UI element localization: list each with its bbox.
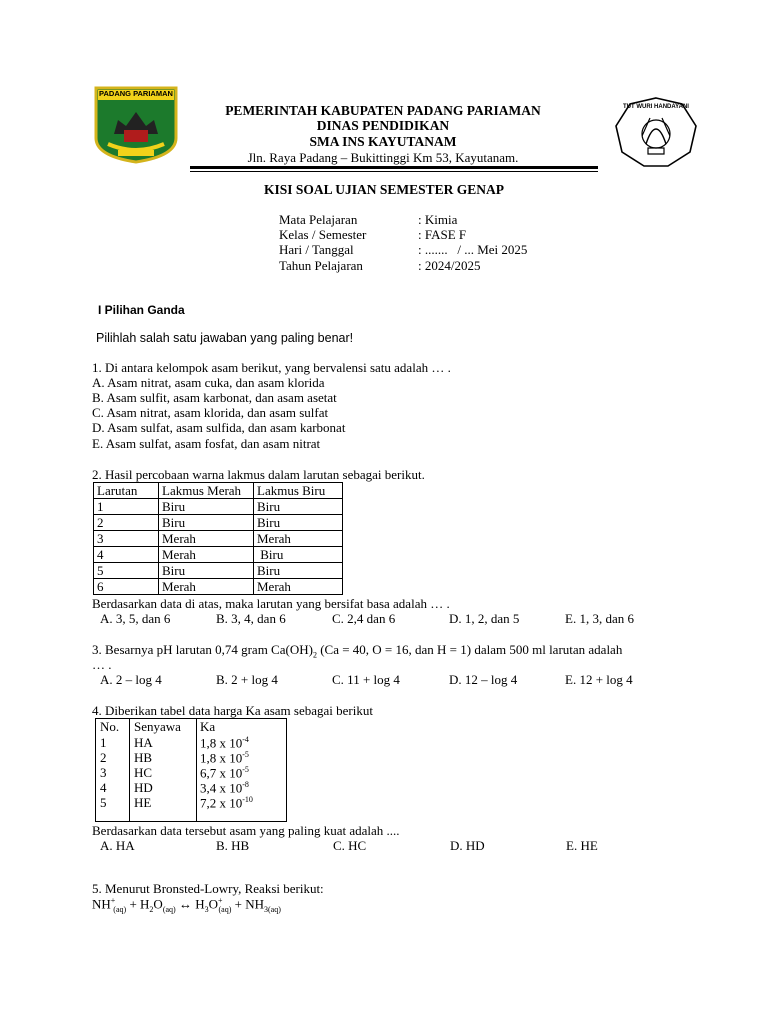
q3-option-b: B. 2 + log 4: [216, 672, 278, 687]
q4-row-name: HA: [134, 735, 153, 750]
eq-charge: +: [217, 896, 223, 905]
tut-wuri-handayani-logo: [612, 96, 700, 168]
q4-ka-exp: -4: [242, 735, 249, 744]
table-cell: Biru: [254, 499, 343, 515]
q4-row-no: 5: [100, 795, 107, 810]
header-line-2: DINAS PENDIDIKAN: [316, 118, 450, 133]
eq-o: O: [153, 896, 163, 912]
q2-text: 2. Hasil percobaan warna lakmus dalam larutan sebagai berikut.: [92, 467, 425, 482]
q4-ka-base: 7,2 x 10: [200, 795, 243, 811]
q4-option-a: A. HA: [100, 838, 135, 853]
q4-option-d: D. HD: [450, 838, 485, 853]
q3-text: [92, 642, 622, 660]
table-cell: Merah: [159, 531, 254, 547]
q3-text-a: 3. Besarnya pH larutan 0,74 gram Ca(OH): [92, 642, 313, 657]
q4-text: 4. Diberikan tabel data harga Ka asam sebagai berikut: [92, 703, 373, 718]
q4-ka-exp: -5: [242, 765, 249, 774]
q4-ka-table: [95, 718, 287, 822]
q3-option-d: D. 12 – log 4: [449, 672, 518, 687]
q4-after-text: Berdasarkan data tersebut asam yang paling kuat adalah ....: [92, 823, 400, 838]
table-header-cell: Lakmus Merah: [159, 483, 254, 499]
q4-ka-exp: -10: [242, 795, 253, 804]
q4-row-ka: [200, 780, 249, 796]
table-cell: Biru: [254, 547, 343, 563]
q4-row-name: HB: [134, 750, 153, 765]
instruction: Pilihlah salah satu jawaban yang paling benar!: [96, 331, 354, 345]
q2-option-e: E. 1, 3, dan 6: [565, 611, 634, 626]
info-label-2: Hari / Tanggal: [279, 242, 354, 257]
q4-ka-base: 1,8 x 10: [200, 735, 243, 751]
q4-row-name: HE: [134, 795, 152, 810]
header-line-3: SMA INS KAYUTANAM: [309, 134, 457, 149]
q3-text-b: (Ca = 40, O = 16, dan H = 1) dalam 500 ml larutan adalah: [316, 642, 623, 657]
table-cell: 5: [94, 563, 159, 579]
table-cell: 3: [94, 531, 159, 547]
q3-text-cont: … .: [92, 657, 112, 672]
table-cell: Merah: [159, 547, 254, 563]
info-label-3: Tahun Pelajaran: [279, 258, 363, 273]
table-cell: 4: [94, 547, 159, 563]
q4-option-b: B. HB: [216, 838, 250, 853]
q1-text: 1. Di antara kelompok asam berikut, yang bervalensi satu adalah … .: [92, 360, 451, 375]
q4-row-ka: [200, 765, 249, 781]
eq-sub: 3: [204, 904, 209, 914]
eq-nh: NH: [92, 896, 111, 912]
q3-option-c: C. 11 + log 4: [332, 672, 400, 687]
table-row: [94, 563, 343, 579]
q3-option-a: A. 2 – log 4: [100, 672, 162, 687]
right-logo-text: TUT WURI HANDAYANI: [623, 104, 689, 110]
q4-col-divider-2: [196, 719, 197, 821]
table-row: [94, 547, 343, 563]
q1-option-e: E. Asam sulfat, asam fosfat, dan asam nitrat: [92, 436, 321, 451]
info-value-2: : ....... / ... Mei 2025: [418, 242, 528, 257]
eq-state: (aq): [111, 904, 127, 914]
table-cell: Biru: [159, 499, 254, 515]
table-cell: Merah: [159, 579, 254, 595]
q4-option-e: E. HE: [566, 838, 598, 853]
table-header-cell: Larutan: [94, 483, 159, 499]
table-row: [94, 531, 343, 547]
q4-ka-exp: -8: [242, 780, 249, 789]
eq-arrow: ↔: [175, 896, 196, 912]
q4-header-ka: Ka: [200, 719, 216, 734]
q4-ka-base: 6,7 x 10: [200, 765, 243, 781]
eq-plus-nh: + NH: [231, 896, 264, 912]
eq-plus-h: + H: [126, 896, 150, 912]
q2-option-b: B. 3, 4, dan 6: [216, 611, 286, 626]
q4-row-no: 1: [100, 735, 107, 750]
info-label-1: Kelas / Semester: [279, 227, 367, 242]
q2-option-d: D. 1, 2, dan 5: [449, 611, 520, 626]
table-header-cell: Lakmus Biru: [254, 483, 343, 499]
q5-text: 5. Menurut Bronsted-Lowry, Reaksi berikut:: [92, 881, 324, 896]
q1-option-d: D. Asam sulfat, asam sulfida, dan asam karbonat: [92, 420, 346, 435]
header-rule-thin: [190, 171, 598, 172]
q4-row-ka: [200, 735, 249, 751]
q4-row-ka: [200, 795, 253, 811]
table-cell: Biru: [254, 563, 343, 579]
q4-row-name: HC: [134, 765, 153, 780]
q1-option-b: B. Asam sulfit, asam karbonat, dan asam asetat: [92, 390, 337, 405]
q4-ka-base: 1,8 x 10: [200, 750, 243, 766]
table-cell: Biru: [254, 515, 343, 531]
header-line-1: PEMERINTAH KABUPATEN PADANG PARIAMAN: [225, 103, 541, 118]
q3-text-sub: 2: [312, 650, 317, 660]
q1-option-c: C. Asam nitrat, asam klorida, dan asam sulfat: [92, 405, 329, 420]
table-cell: 2: [94, 515, 159, 531]
eq-state: (aq): [218, 904, 232, 914]
header-rule-thick: [190, 166, 598, 169]
table-cell: Biru: [159, 563, 254, 579]
q4-row-ka: [200, 750, 249, 766]
table-cell: 1: [94, 499, 159, 515]
eq-h: H: [195, 896, 205, 912]
q4-row-no: 2: [100, 750, 107, 765]
q4-row-no: 4: [100, 780, 107, 795]
q4-ka-exp: -5: [242, 750, 249, 759]
q4-col-divider-1: [129, 719, 130, 821]
info-value-0: : Kimia: [418, 212, 458, 227]
eq-o: O: [208, 896, 218, 912]
q4-header-senyawa: Senyawa: [134, 719, 181, 734]
eq-sub: 2: [149, 904, 154, 914]
q4-header-no: No.: [100, 719, 120, 734]
q1-option-a: A. Asam nitrat, asam cuka, dan asam klorida: [92, 375, 325, 390]
table-cell: Merah: [254, 531, 343, 547]
q3-option-e: E. 12 + log 4: [565, 672, 633, 687]
info-label-0: Mata Pelajaran: [279, 212, 358, 227]
q4-ka-base: 3,4 x 10: [200, 780, 243, 796]
q4-row-no: 3: [100, 765, 107, 780]
info-value-1: : FASE F: [418, 227, 467, 242]
q2-after-text: Berdasarkan data di atas, maka larutan yang bersifat basa adalah … .: [92, 596, 450, 611]
q4-option-c: C. HC: [333, 838, 367, 853]
table-row: [94, 579, 343, 595]
q5-equation: [92, 896, 281, 914]
q2-option-a: A. 3, 5, dan 6: [100, 611, 171, 626]
q2-litmus-table: [93, 482, 343, 595]
eq-state: (aq): [162, 904, 176, 914]
q4-row-name: HD: [134, 780, 153, 795]
padang-pariaman-logo: [94, 86, 178, 164]
document-title: KISI SOAL UJIAN SEMESTER GENAP: [263, 182, 505, 197]
eq-sub: 3(aq): [264, 904, 281, 914]
section-title: I Pilihan Ganda: [98, 303, 185, 317]
header-address: Jln. Raya Padang – Bukittinggi Km 53, Kayutanam.: [247, 150, 519, 165]
info-value-3: : 2024/2025: [418, 258, 481, 273]
table-row: [94, 515, 343, 531]
table-cell: 6: [94, 579, 159, 595]
eq-charge: +: [110, 896, 116, 905]
q2-option-c: C. 2,4 dan 6: [332, 611, 396, 626]
left-logo-text: PADANG PARIAMAN: [99, 89, 173, 98]
table-header-row: [94, 483, 343, 499]
table-cell: Biru: [159, 515, 254, 531]
table-row: [94, 499, 343, 515]
table-cell: Merah: [254, 579, 343, 595]
